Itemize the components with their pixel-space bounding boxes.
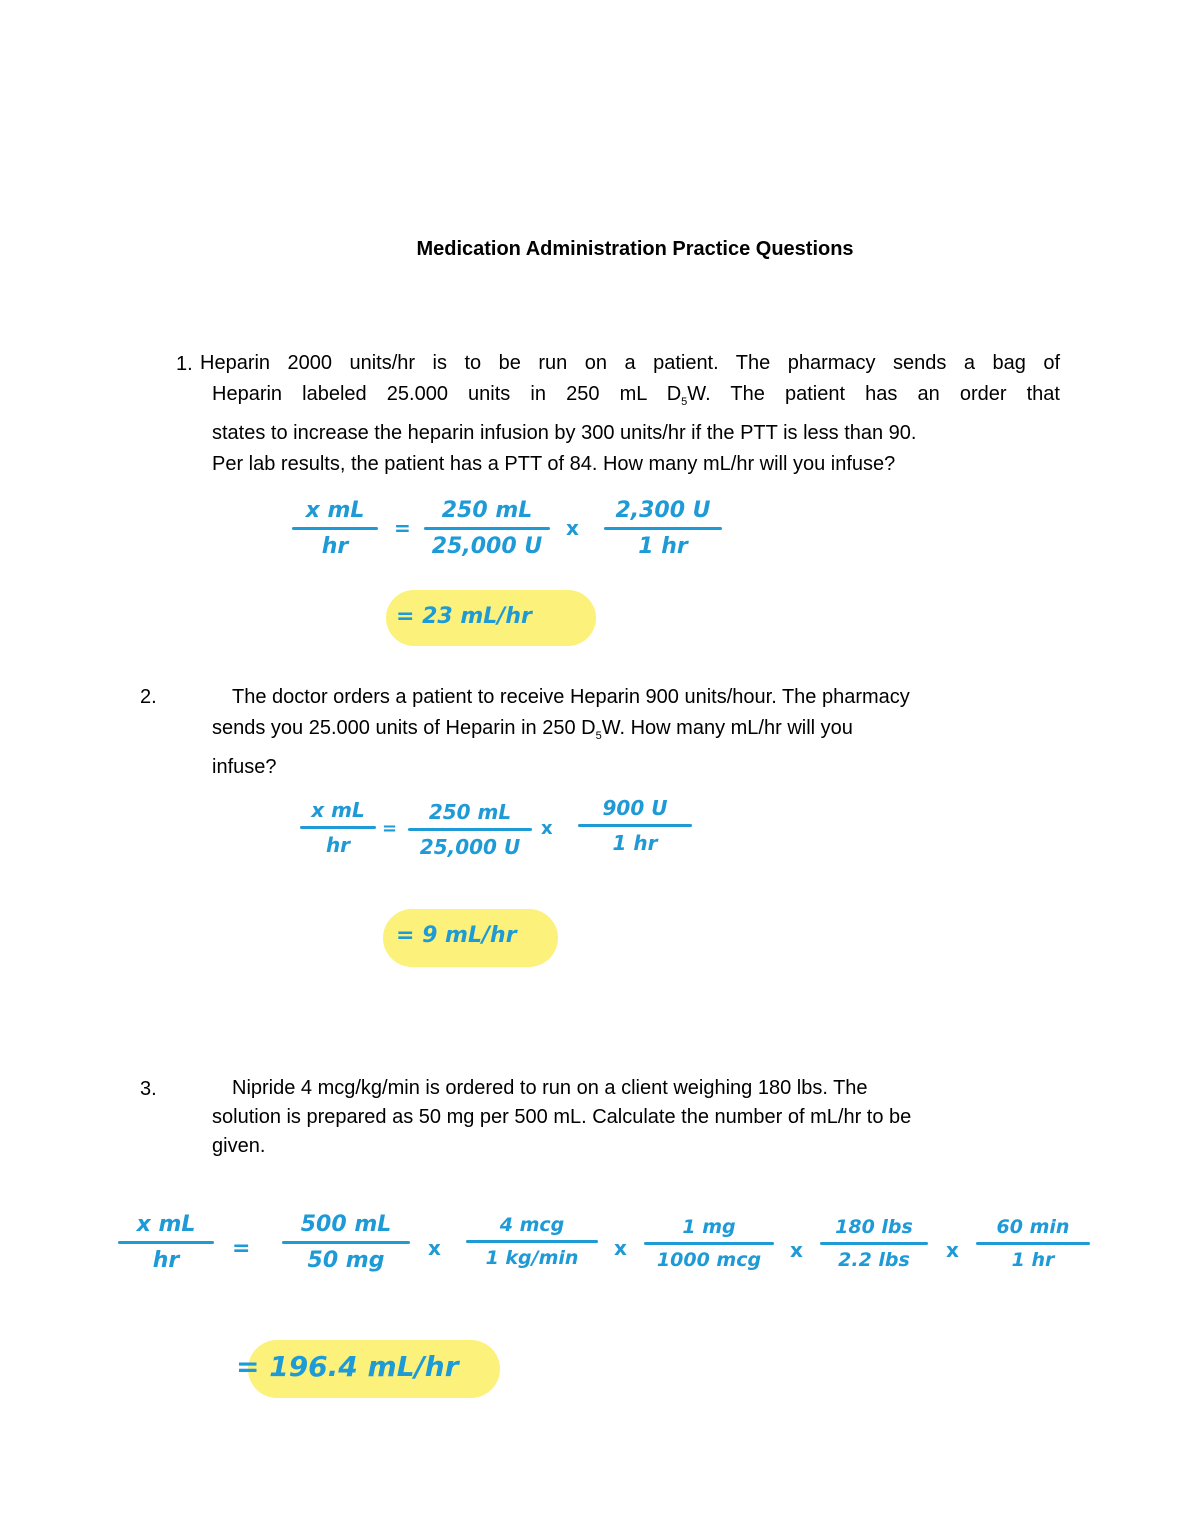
q2-fraction-concentration: [408, 800, 532, 859]
question-1-sub: 5: [681, 396, 688, 408]
fraction-bar: [408, 828, 532, 831]
question-3-line: Nipride 4 mcg/kg/min is ordered to run on a client weighing 180 lbs. The: [232, 1077, 868, 1099]
q1-fraction-dose: [604, 498, 722, 559]
q3-fraction-concentration: [282, 1212, 410, 1273]
q2-fraction-dose: [578, 796, 692, 855]
q3-answer: = 196.4 mL/hr: [236, 1350, 459, 1383]
q3-fraction-unknown: [118, 1212, 214, 1273]
multiply-sign: x: [614, 1236, 627, 1260]
fraction-numerator: x mL: [311, 798, 365, 822]
question-1-line: Heparin 2000 units/hr is to be run on a patient. The pharmacy sends a bag of: [200, 352, 1060, 374]
multiply-sign: x: [946, 1238, 959, 1262]
question-1-line2b: W. The patient has an order that: [687, 383, 1060, 405]
question-2-line: [212, 713, 1072, 752]
question-2-text: [212, 682, 1072, 783]
fraction-numerator: 60 min: [996, 1216, 1070, 1238]
question-3-line: solution is prepared as 50 mg per 500 mL. Calculate the number of mL/hr to be: [212, 1106, 912, 1128]
q3-fraction-dose: [466, 1214, 598, 1269]
fraction-denominator: 1 kg/min: [485, 1247, 579, 1269]
fraction-bar: [820, 1242, 928, 1245]
fraction-numerator: 1 mg: [682, 1216, 736, 1238]
fraction-numerator: 500 mL: [300, 1212, 392, 1237]
multiply-sign: x: [428, 1236, 441, 1260]
q1-answer: = 23 mL/hr: [396, 604, 532, 629]
fraction-numerator: 180 lbs: [835, 1216, 913, 1238]
q3-fraction-conversion-mg: [644, 1216, 774, 1271]
q3-fraction-weight: [820, 1216, 928, 1271]
question-3-number: 3.: [140, 1078, 157, 1100]
question-2-number: 2.: [140, 686, 157, 708]
fraction-bar: [424, 527, 550, 530]
fraction-denominator: 1 hr: [1011, 1249, 1055, 1271]
fraction-bar: [466, 1240, 598, 1243]
question-2-line: The doctor orders a patient to receive Heparin 900 units/hour. The pharmacy: [232, 686, 910, 708]
fraction-numerator: 4 mcg: [499, 1214, 565, 1236]
q2-fraction-unknown: [300, 798, 376, 857]
question-1-line: Per lab results, the patient has a PTT of 84. How many mL/hr will you infuse?: [212, 453, 896, 475]
fraction-denominator: 1 hr: [638, 534, 688, 559]
question-2-line2a: sends you 25.000 units of Heparin in 250 D: [212, 717, 596, 739]
fraction-numerator: 900 U: [602, 796, 668, 820]
multiply-sign: x: [541, 818, 553, 839]
page-title: Medication Administration Practice Questions: [416, 238, 854, 260]
fraction-numerator: 2,300 U: [615, 498, 711, 523]
question-2-sub: 5: [595, 730, 602, 742]
equals-sign: =: [382, 818, 398, 839]
fraction-denominator: 1 hr: [612, 831, 658, 855]
fraction-denominator: 50 mg: [307, 1248, 385, 1273]
multiply-sign: x: [566, 516, 579, 540]
question-3-text: [212, 1074, 1072, 1161]
equals-sign: =: [394, 516, 411, 540]
fraction-bar: [604, 527, 722, 530]
fraction-bar: [300, 826, 376, 829]
question-3-line: given.: [212, 1135, 266, 1157]
fraction-numerator: 250 mL: [441, 498, 533, 523]
fraction-denominator: 25,000 U: [419, 835, 521, 859]
q1-fraction-unknown: [292, 498, 378, 559]
fraction-denominator: 1000 mcg: [656, 1249, 762, 1271]
question-1-line: [200, 379, 1060, 418]
fraction-bar: [644, 1242, 774, 1245]
question-2-line: infuse?: [212, 756, 277, 778]
fraction-denominator: 2.2 lbs: [838, 1249, 910, 1271]
question-1-number: 1.: [176, 353, 193, 375]
question-1-line: states to increase the heparin infusion by 300 units/hr if the PTT is less than 90.: [212, 422, 917, 444]
fraction-denominator: hr: [325, 833, 351, 857]
q2-answer: = 9 mL/hr: [396, 923, 517, 948]
fraction-bar: [976, 1242, 1090, 1245]
fraction-denominator: 25,000 U: [431, 534, 543, 559]
question-2-line2b: W. How many mL/hr will you: [601, 717, 853, 739]
fraction-numerator: x mL: [136, 1212, 196, 1237]
q1-fraction-concentration: [424, 498, 550, 559]
equals-sign: =: [232, 1236, 251, 1261]
fraction-denominator: hr: [152, 1248, 180, 1273]
fraction-numerator: 250 mL: [428, 800, 512, 824]
fraction-bar: [578, 824, 692, 827]
question-1-text: [200, 348, 1060, 480]
q3-fraction-time: [976, 1216, 1090, 1271]
multiply-sign: x: [790, 1238, 803, 1262]
question-1-line2a: Heparin labeled 25.000 units in 250 mL D: [212, 383, 682, 405]
fraction-numerator: x mL: [305, 498, 365, 523]
fraction-bar: [118, 1241, 214, 1244]
fraction-bar: [292, 527, 378, 530]
fraction-bar: [282, 1241, 410, 1244]
fraction-denominator: hr: [321, 534, 349, 559]
